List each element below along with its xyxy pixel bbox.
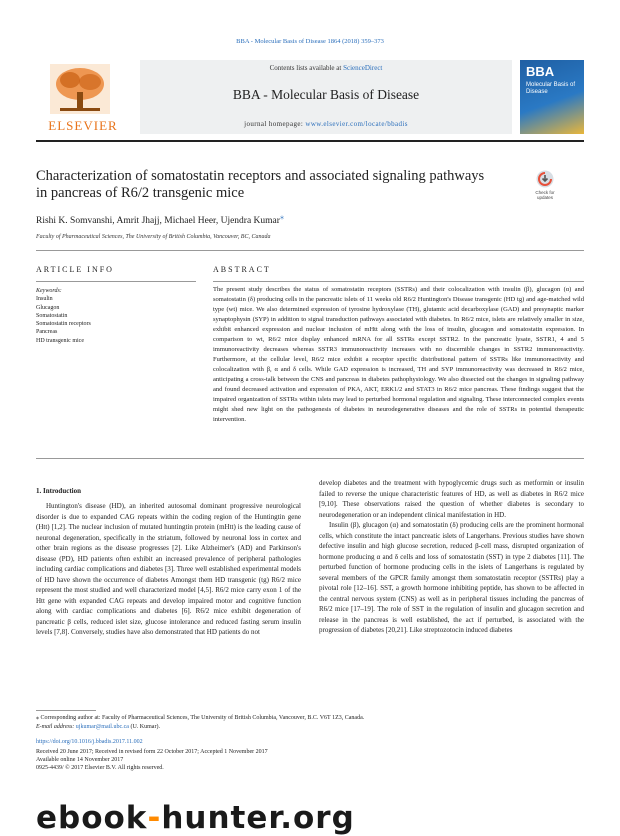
- cover-label: BBA: [526, 64, 555, 79]
- watermark-part2: hunter.org: [161, 800, 355, 836]
- journal-title: BBA - Molecular Basis of Disease: [232, 87, 420, 102]
- email-suffix: (U. Kumar).: [128, 724, 160, 730]
- keyword: Somatostatin receptors: [36, 321, 91, 328]
- author-list: [36, 212, 284, 226]
- email-line: [36, 723, 584, 732]
- sciencedirect-link[interactable]: ScienceDirect: [343, 64, 383, 72]
- keywords-label: Keywords:: [36, 288, 62, 294]
- check-for-updates-icon: [536, 170, 554, 188]
- check-label-line2: updates: [536, 195, 553, 200]
- elsevier-wordmark: ELSEVIER: [48, 118, 118, 133]
- keyword: Insulin: [36, 296, 53, 303]
- watermark-dash: -: [147, 800, 162, 836]
- header-divider: [36, 140, 584, 142]
- email-link[interactable]: ujkumar@mail.ubc.ca: [75, 724, 129, 730]
- abstract-heading: ABSTRACT: [213, 265, 271, 274]
- intro-paragraph: develop diabetes and the treatment with hypoglycemic drugs such as metformin or insulin failed to reverse the unique characteristic features of HD, as well as diabetes in R6/2 mice [9,10]. These observations raised the question of whether diabetes is secondary to neurodegeneration or an independent clinical manifestation in HD.: [319, 479, 584, 519]
- authors: Rishi K. Somvanshi, Amrit Jhajj, Michael Heer, Ujendra Kumar: [36, 216, 280, 227]
- keywords-list: [36, 287, 196, 345]
- elsevier-tree-icon: [50, 64, 110, 114]
- received-dates: Received 20 June 2017; Received in revised form 22 October 2017; Accepted 1 November 2017: [36, 749, 268, 755]
- contents-line: [140, 64, 512, 72]
- keyword: Glucagon: [36, 304, 60, 311]
- copyright: 0925-4439/ © 2017 Elsevier B.V. All rights reserved.: [36, 765, 164, 772]
- online-date: Available online 14 November 2017: [36, 757, 124, 764]
- keyword: HD transgenic mice: [36, 337, 84, 344]
- homepage-link[interactable]: www.elsevier.com/locate/bbadis: [305, 120, 408, 128]
- publication-history: [36, 748, 268, 773]
- article-title: Characterization of somatostatin receptors and associated signaling pathways in pancreas of R6/2 transgenic mice: [36, 168, 485, 201]
- abstract-divider: [213, 281, 584, 282]
- affiliation: Faculty of Pharmaceutical Sciences, The University of British Columbia, Vancouver, BC, Canada: [36, 234, 271, 240]
- article-info-divider: [36, 281, 196, 282]
- footnote: [36, 714, 584, 732]
- article-info-heading: ARTICLE INFO: [36, 265, 114, 274]
- contents-prefix: Contents lists available at: [269, 64, 344, 72]
- keyword: Pancreas: [36, 329, 58, 336]
- intro-heading: 1. Introduction: [36, 487, 81, 495]
- running-header[interactable]: BBA - Molecular Basis of Disease 1864 (2018) 359–373: [236, 38, 384, 45]
- check-for-updates-badge[interactable]: [528, 170, 562, 206]
- abstract-text: The present study describes the status of somatostatin receptors (SSTRs) and their colocalization with insulin (β), glucagon (α) and somatostatin (δ) producing cells in the pancreatic islets of 11 weeks old R6/2 Huntington's Disease transgenic (HD tg) and age-matched wild type (wt) mice. We also determined expression of tyrosine hydroxylase (TH), glutamic acid decarboxylase (GAD) and presynaptic marker synaptophysin (SYP) in addition to signal transduction pathways associated with diabetes. In R6/2 mice, islets are relatively smaller in size, exhibit enhanced expression and nuclear inclusion of mHtt along with the loss of insulin, glucagon and somatostatin expression. In comparison to wt, R6/2 mice display enhanced mRNA for all SSTRs except SSTR2. In the pancreatic lysate, SSTR1, 4 and 5 immunoreactivity decreases whereas SSTR3 immunoreactivity increases with no discernible changes in SSTR2 immunoreactivity. Furthermore, at the cellular level, R6/2 mice exhibit a receptor specific distributional pattern of SSTRs like immunoreactivity and colocalization with β, α and δ cells. While GAD expression is increased, TH and SYP immunoreactivity was decreased in R6/2 mice, anticipating a cross-talk between the CNS and pancreas in diabetes pathophysiology. We also dissected out the changes in signaling pathway and found decreased activation and expression of PKA, AKT, ERK1/2 and STAT3 in R6/2 mice pancreas. These findings suggest that the impaired organization of SSTRs within islets may lead to perturbed hormonal regulation and signaling. These interconnected complex events might shed new light on the pathogenesis of diabetes in neurodegenerative diseases and the role of SSTRs in potential therapeutic intervention.: [213, 286, 584, 423]
- journal-header: [36, 60, 584, 134]
- homepage-prefix: journal homepage:: [244, 120, 306, 128]
- corresponding-author-mark[interactable]: ⁎: [279, 212, 284, 221]
- corresponding-author-note: ⁎ Corresponding author at: Faculty of Pharmaceutical Sciences, The University of British Columbia, Vancouver, B.C. V6T 1Z3, Canada.: [36, 715, 365, 721]
- intro-paragraph: Huntington's disease (HD), an inherited autosomal dominant progressive neurological disorder is due to expanded CAG repeats within the coding region of the Huntingtin gene (Htt) [1,2]. The nuclear inclusion of mutated huntingtin protein (mHtt) is the leading cause of neuronal degeneration, specifically in the striatum, followed by neuronal loss in cortex and other brain regions as the disease progresses [2]. Like Alzheimer's (AD) and Parkinson's disease (PD), HD patients often exhibit an increased prevalence of peripheral pathologies including cardiac complications and diabetes [3]. Three well established experimental models of HD have shown the occurrence of diabetes Amongst them HD transgenic (tg) R6/2 mice represent the most studied and well characterized model [4,5]. R6/2 mice carry exon 1 of the Htt gene with expanded CAG repeats and develop impaired motor and cognitive function along with cardiac complications and diabetes [6]. R6/2 mice exhibit degeneration of pancreatic β cells, reduced islet size, glucose intolerance and reduced fasting serum insulin levels [7,8]. Conversely, studies have also demonstrated that HD patients do not: [36, 502, 301, 636]
- intro-left-column: [36, 501, 301, 638]
- check-label-line1: Check for: [535, 190, 555, 195]
- cover-subtitle: Molecular Basis of Disease: [526, 82, 576, 95]
- email-label: E-mail address:: [36, 724, 76, 730]
- journal-info-box: [140, 60, 512, 134]
- intro-right-column: [319, 478, 584, 636]
- doi-link[interactable]: https://doi.org/10.1016/j.bbadis.2017.11.002: [36, 739, 143, 745]
- affiliation-divider: [36, 250, 584, 251]
- keyword: Somatostatin: [36, 312, 68, 319]
- journal-cover[interactable]: [520, 60, 584, 134]
- watermark: [36, 800, 355, 836]
- check-for-updates-label: [528, 190, 562, 200]
- intro-paragraph: Insulin (β), glucagon (α) and somatostatin (δ) producing cells are the prominent hormonal cells, which constitute the intact pancreatic islets of Langerhans. Previous studies have shown defective insulin and high glucose secretion, reduced β-cell mass, disrupted organization of hormone producing α and δ cells and loss of somatostatin (SST) in type 2 diabetes [11]. The perturbed function of hormone producing cells in the islets of Langerhans is regulated by several members of the GPCR family amongst them somatostatin receptor (SSTRs) play a pivotal role [12–16]. SST, a growth hormone inhibiting peptide, has shown to be affected in the central nervous system (CNS) as well as in peripheral tissues including the pancreas of R6/2 mice [17–19]. The role of SST in the regulation of insulin and glucagon secretion and release in the pancreas is well established, the act if perturbed, is associated with the progression of diabetes [20,21]. Like streptozotocin induced diabetes: [319, 521, 584, 634]
- journal-homepage: [140, 120, 512, 128]
- abstract-end-divider: [36, 458, 584, 459]
- elsevier-logo[interactable]: [36, 60, 132, 134]
- watermark-part1: ebook: [36, 800, 148, 836]
- footnote-divider: [36, 710, 96, 711]
